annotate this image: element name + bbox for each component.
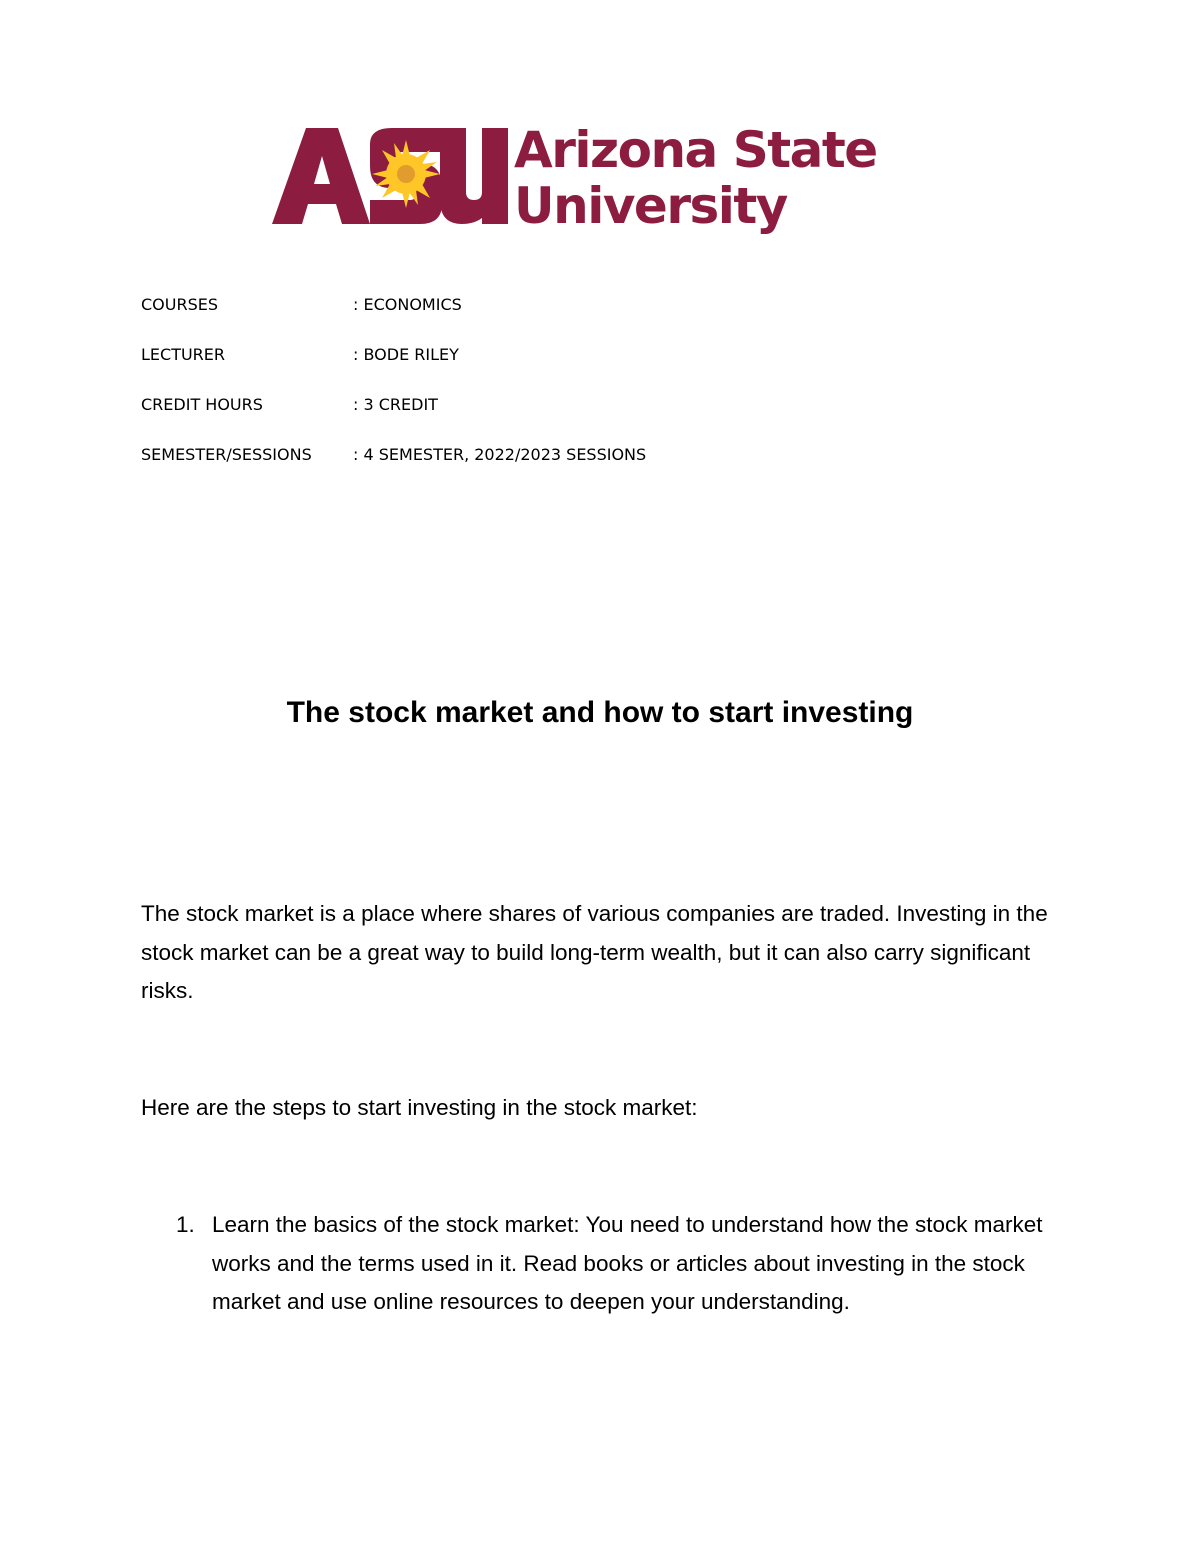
info-value: : 3 CREDIT [353, 395, 438, 414]
wordmark-line-arizona-state: Arizona State [514, 121, 877, 179]
asu-letter-u-shape [440, 128, 508, 224]
list-item [141, 1206, 1081, 1322]
info-label: LECTURER [141, 345, 226, 364]
wordmark-line-university: University [514, 177, 787, 235]
info-value: : 4 SEMESTER, 2022/2023 SESSIONS [353, 445, 647, 464]
registered-mark: ® [492, 130, 502, 141]
document-title: The stock market and how to start investing [286, 696, 914, 729]
list-item-text: Learn the basics of the stock market: You need to understand how the stock market works and the terms used in it. Read books or articles about investing in the stock market and use online resources to deepen your understanding. [212, 1212, 1043, 1314]
steps-lead-paragraph: Here are the steps to start investing in the stock market: [141, 1095, 698, 1120]
info-label: SEMESTER/SESSIONS [141, 445, 312, 464]
info-value: : BODE RILEY [353, 345, 459, 364]
info-label: COURSES [141, 295, 219, 314]
steps-list [141, 1206, 1081, 1322]
asu-wordmark [514, 122, 877, 234]
asu-sunburst-icon [372, 140, 440, 208]
asu-logo [270, 121, 877, 242]
intro-paragraph: The stock market is a place where shares of various companies are traded. Investing in the stock market can be a great way to build long-term wealth, but it can also carry significant risks. [141, 901, 1048, 1003]
asu-mark-graphic [270, 122, 510, 232]
info-label: CREDIT HOURS [141, 395, 263, 414]
list-item-number: 1. [176, 1212, 195, 1237]
info-value: : ECONOMICS [353, 295, 462, 314]
